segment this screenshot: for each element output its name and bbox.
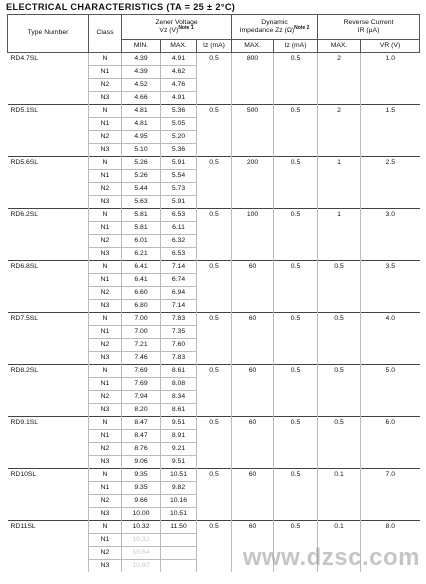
- vz-iz-cell: 0.5: [197, 209, 232, 261]
- ir-max-cell: 0.1: [318, 469, 361, 521]
- vz-max-cell: 8.61: [161, 365, 197, 378]
- zz-iz-cell: 0.5: [274, 53, 318, 105]
- ir-max-cell: 0.5: [318, 313, 361, 365]
- class-cell: N: [89, 365, 122, 378]
- vz-max-cell: 4.91: [161, 92, 197, 105]
- vz-max-cell: 4.62: [161, 66, 197, 79]
- table-row: [8, 417, 420, 430]
- zz-max-cell: 60: [232, 313, 274, 365]
- type-number-cell: RD8.2SL: [8, 365, 89, 417]
- vz-max-cell: 8.91: [161, 430, 197, 443]
- vr-cell: 5.0: [361, 365, 420, 417]
- vz-min-cell: 7.46: [122, 352, 161, 365]
- vz-min-cell: 4.81: [122, 105, 161, 118]
- vz-min-cell: 5.44: [122, 183, 161, 196]
- table-row: [8, 209, 420, 222]
- zz-max-cell: 60: [232, 365, 274, 417]
- vz-min-cell: 9.66: [122, 495, 161, 508]
- vz-max-cell: 5.91: [161, 196, 197, 209]
- table-row: [8, 365, 420, 378]
- class-cell: N3: [89, 92, 122, 105]
- class-cell: N3: [89, 456, 122, 469]
- vz-max-cell: 9.82: [161, 482, 197, 495]
- vz-max-cell: 6.53: [161, 248, 197, 261]
- page-title: ELECTRICAL CHARACTERISTICS (TA = 25 ± 2°C): [6, 2, 236, 12]
- class-cell: N1: [89, 170, 122, 183]
- ir-max-cell: 0.5: [318, 417, 361, 469]
- vz-min-cell: 7.00: [122, 326, 161, 339]
- vz-max-cell: 6.94: [161, 287, 197, 300]
- vz-iz-header: Iz (mA): [197, 40, 232, 53]
- vz-max-cell: 8.61: [161, 404, 197, 417]
- watermark: www.dzsc.com: [242, 544, 420, 571]
- vz-min-cell: 6.01: [122, 235, 161, 248]
- class-cell: N2: [89, 443, 122, 456]
- vz-min-cell: 7.69: [122, 378, 161, 391]
- vz-min-cell: 4.81: [122, 118, 161, 131]
- vz-min-header: MIN.: [122, 40, 161, 53]
- electrical-characteristics-table: [7, 14, 420, 572]
- vz-max-cell: 4.76: [161, 79, 197, 92]
- type-number-cell: RD11SL: [8, 521, 89, 573]
- class-cell: N1: [89, 326, 122, 339]
- zz-max-cell: 800: [232, 53, 274, 105]
- vz-min-cell: 8.76: [122, 443, 161, 456]
- vz-iz-cell: 0.5: [197, 521, 232, 573]
- class-cell: N2: [89, 131, 122, 144]
- class-cell: N1: [89, 534, 122, 547]
- vz-max-cell: 5.36: [161, 144, 197, 157]
- vz-max-cell: 7.35: [161, 326, 197, 339]
- vz-min-cell: 5.81: [122, 209, 161, 222]
- type-number-cell: RD5.1SL: [8, 105, 89, 157]
- class-cell: N3: [89, 404, 122, 417]
- table-row: [8, 261, 420, 274]
- vz-max-cell: 7.83: [161, 352, 197, 365]
- vz-min-cell: 4.39: [122, 66, 161, 79]
- vz-max-cell: 6.32: [161, 235, 197, 248]
- table-row: [8, 521, 420, 534]
- class-cell: N2: [89, 495, 122, 508]
- class-cell: N1: [89, 274, 122, 287]
- vz-max-cell: 10.51: [161, 469, 197, 482]
- vz-min-cell: 9.35: [122, 482, 161, 495]
- vz-min-cell: 5.81: [122, 222, 161, 235]
- class-cell: N2: [89, 235, 122, 248]
- vz-min-cell: 9.06: [122, 456, 161, 469]
- class-cell: N3: [89, 508, 122, 521]
- vz-max-cell: 8.08: [161, 378, 197, 391]
- class-cell: N2: [89, 287, 122, 300]
- class-cell: N: [89, 105, 122, 118]
- vz-min-cell: 4.52: [122, 79, 161, 92]
- vz-max-cell: 7.60: [161, 339, 197, 352]
- type-number-cell: RD4.7SL: [8, 53, 89, 105]
- zz-iz-cell: 0.5: [274, 469, 318, 521]
- vz-max-cell: 5.36: [161, 105, 197, 118]
- class-cell: N1: [89, 430, 122, 443]
- vz-min-cell: 7.00: [122, 313, 161, 326]
- vz-min-cell: 6.60: [122, 287, 161, 300]
- zz-iz-cell: 0.5: [274, 521, 318, 573]
- vz-min-cell: 10.32: [122, 534, 161, 547]
- vz-min-cell: 10.00: [122, 508, 161, 521]
- zz-iz-header: Iz (mA): [274, 40, 318, 53]
- vz-max-cell: 7.14: [161, 261, 197, 274]
- class-cell: N3: [89, 144, 122, 157]
- class-cell: N3: [89, 300, 122, 313]
- ir-max-cell: 0.1: [318, 521, 361, 573]
- vz-max-cell: 11.50: [161, 521, 197, 534]
- vr-header: VR (V): [361, 40, 420, 53]
- vz-max-cell: 5.05: [161, 118, 197, 131]
- zz-max-header: MAX.: [232, 40, 274, 53]
- vr-cell: 8.0: [361, 521, 420, 573]
- vz-min-cell: 7.69: [122, 365, 161, 378]
- vz-min-cell: 8.47: [122, 417, 161, 430]
- type-number-cell: RD6.2SL: [8, 209, 89, 261]
- class-cell: N2: [89, 391, 122, 404]
- vz-max-cell: 5.54: [161, 170, 197, 183]
- vz-max-cell: [161, 547, 197, 560]
- vz-max-cell: 7.83: [161, 313, 197, 326]
- vz-max-cell: [161, 534, 197, 547]
- vz-iz-cell: 0.5: [197, 417, 232, 469]
- zz-max-cell: 60: [232, 469, 274, 521]
- zz-iz-cell: 0.5: [274, 365, 318, 417]
- zz-iz-cell: 0.5: [274, 105, 318, 157]
- vz-max-cell: 5.20: [161, 131, 197, 144]
- zz-max-cell: 500: [232, 105, 274, 157]
- vr-cell: 7.0: [361, 469, 420, 521]
- vz-iz-cell: 0.5: [197, 365, 232, 417]
- vz-min-cell: 9.35: [122, 469, 161, 482]
- ir-max-cell: 2: [318, 53, 361, 105]
- class-cell: N: [89, 521, 122, 534]
- vr-cell: 3.0: [361, 209, 420, 261]
- zz-iz-cell: 0.5: [274, 417, 318, 469]
- class-cell: N: [89, 469, 122, 482]
- class-cell: N: [89, 417, 122, 430]
- vz-max-cell: 5.91: [161, 157, 197, 170]
- zener-voltage-header: Zener Voltage Vz $(V)^{Note 1}$: [122, 15, 232, 40]
- vz-min-cell: 7.94: [122, 391, 161, 404]
- table-row: [8, 157, 420, 170]
- vz-max-cell: 6.53: [161, 209, 197, 222]
- vz-min-cell: 5.26: [122, 170, 161, 183]
- vr-cell: 6.0: [361, 417, 420, 469]
- class-cell: N: [89, 209, 122, 222]
- vz-max-cell: 9.21: [161, 443, 197, 456]
- vz-min-cell: 7.21: [122, 339, 161, 352]
- vz-min-cell: 10.97: [122, 560, 161, 573]
- vz-min-cell: 5.10: [122, 144, 161, 157]
- zz-iz-cell: 0.5: [274, 261, 318, 313]
- vz-min-cell: 4.39: [122, 53, 161, 66]
- vz-min-cell: 8.20: [122, 404, 161, 417]
- class-cell: N1: [89, 118, 122, 131]
- vz-iz-cell: 0.5: [197, 261, 232, 313]
- zz-iz-cell: 0.5: [274, 209, 318, 261]
- zz-max-cell: 200: [232, 157, 274, 209]
- class-cell: N1: [89, 66, 122, 79]
- zz-iz-cell: 0.5: [274, 157, 318, 209]
- class-cell: N3: [89, 352, 122, 365]
- vz-min-cell: 8.47: [122, 430, 161, 443]
- vz-max-cell: [161, 560, 197, 573]
- class-cell: N1: [89, 222, 122, 235]
- vr-cell: 3.5: [361, 261, 420, 313]
- type-number-cell: RD7.5SL: [8, 313, 89, 365]
- vz-max-cell: 8.34: [161, 391, 197, 404]
- class-cell: N2: [89, 183, 122, 196]
- vz-min-cell: 4.95: [122, 131, 161, 144]
- zz-iz-cell: 0.5: [274, 313, 318, 365]
- class-cell: N2: [89, 79, 122, 92]
- class-cell: N: [89, 261, 122, 274]
- ir-max-cell: 2: [318, 105, 361, 157]
- vz-iz-cell: 0.5: [197, 105, 232, 157]
- class-cell: N: [89, 157, 122, 170]
- vz-min-cell: 5.26: [122, 157, 161, 170]
- dynamic-impedance-header: Dynamic Impedance Zz $(\Omega)^{Note 2}$: [232, 15, 318, 40]
- class-cell: N2: [89, 339, 122, 352]
- vz-max-cell: 9.51: [161, 417, 197, 430]
- vz-max-cell: 6.74: [161, 274, 197, 287]
- vz-iz-cell: 0.5: [197, 53, 232, 105]
- class-cell: N3: [89, 196, 122, 209]
- vz-min-cell: 6.21: [122, 248, 161, 261]
- vz-min-cell: 6.80: [122, 300, 161, 313]
- reverse-current-header: Reverse Current IR (μA): [318, 15, 420, 40]
- table-row: [8, 469, 420, 482]
- table-row: [8, 53, 420, 66]
- vz-max-cell: 7.14: [161, 300, 197, 313]
- table-row: [8, 313, 420, 326]
- type-number-cell: RD5.6SL: [8, 157, 89, 209]
- vz-max-cell: 4.91: [161, 53, 197, 66]
- zz-max-cell: 60: [232, 261, 274, 313]
- type-number-header: Type Number: [8, 15, 89, 53]
- class-cell: N3: [89, 560, 122, 573]
- class-header: Class: [89, 15, 122, 53]
- ir-max-cell: 1: [318, 157, 361, 209]
- vz-min-cell: 10.64: [122, 547, 161, 560]
- ir-max-cell: 0.5: [318, 261, 361, 313]
- zz-max-cell: 100: [232, 209, 274, 261]
- class-cell: N2: [89, 547, 122, 560]
- table-row: [8, 105, 420, 118]
- vz-iz-cell: 0.5: [197, 157, 232, 209]
- vz-min-cell: 6.41: [122, 261, 161, 274]
- vz-max-cell: 5.73: [161, 183, 197, 196]
- ir-max-cell: 1: [318, 209, 361, 261]
- vz-min-cell: 4.66: [122, 92, 161, 105]
- class-cell: N3: [89, 248, 122, 261]
- vz-max-cell: 10.16: [161, 495, 197, 508]
- type-number-cell: RD10SL: [8, 469, 89, 521]
- vz-max-header: MAX.: [161, 40, 197, 53]
- vr-cell: 1.5: [361, 105, 420, 157]
- vz-max-cell: 6.11: [161, 222, 197, 235]
- vr-cell: 2.5: [361, 157, 420, 209]
- vz-min-cell: 6.41: [122, 274, 161, 287]
- vr-cell: 1.0: [361, 53, 420, 105]
- vz-min-cell: 10.32: [122, 521, 161, 534]
- class-cell: N: [89, 313, 122, 326]
- vz-iz-cell: 0.5: [197, 313, 232, 365]
- class-cell: N1: [89, 378, 122, 391]
- vz-iz-cell: 0.5: [197, 469, 232, 521]
- vr-cell: 4.0: [361, 313, 420, 365]
- class-cell: N1: [89, 482, 122, 495]
- ir-max-header: MAX.: [318, 40, 361, 53]
- vz-max-cell: 9.51: [161, 456, 197, 469]
- zz-max-cell: 60: [232, 521, 274, 573]
- vz-min-cell: 5.63: [122, 196, 161, 209]
- ir-max-cell: 0.5: [318, 365, 361, 417]
- type-number-cell: RD6.8SL: [8, 261, 89, 313]
- vz-max-cell: 10.51: [161, 508, 197, 521]
- type-number-cell: RD9.1SL: [8, 417, 89, 469]
- zz-max-cell: 60: [232, 417, 274, 469]
- class-cell: N: [89, 53, 122, 66]
